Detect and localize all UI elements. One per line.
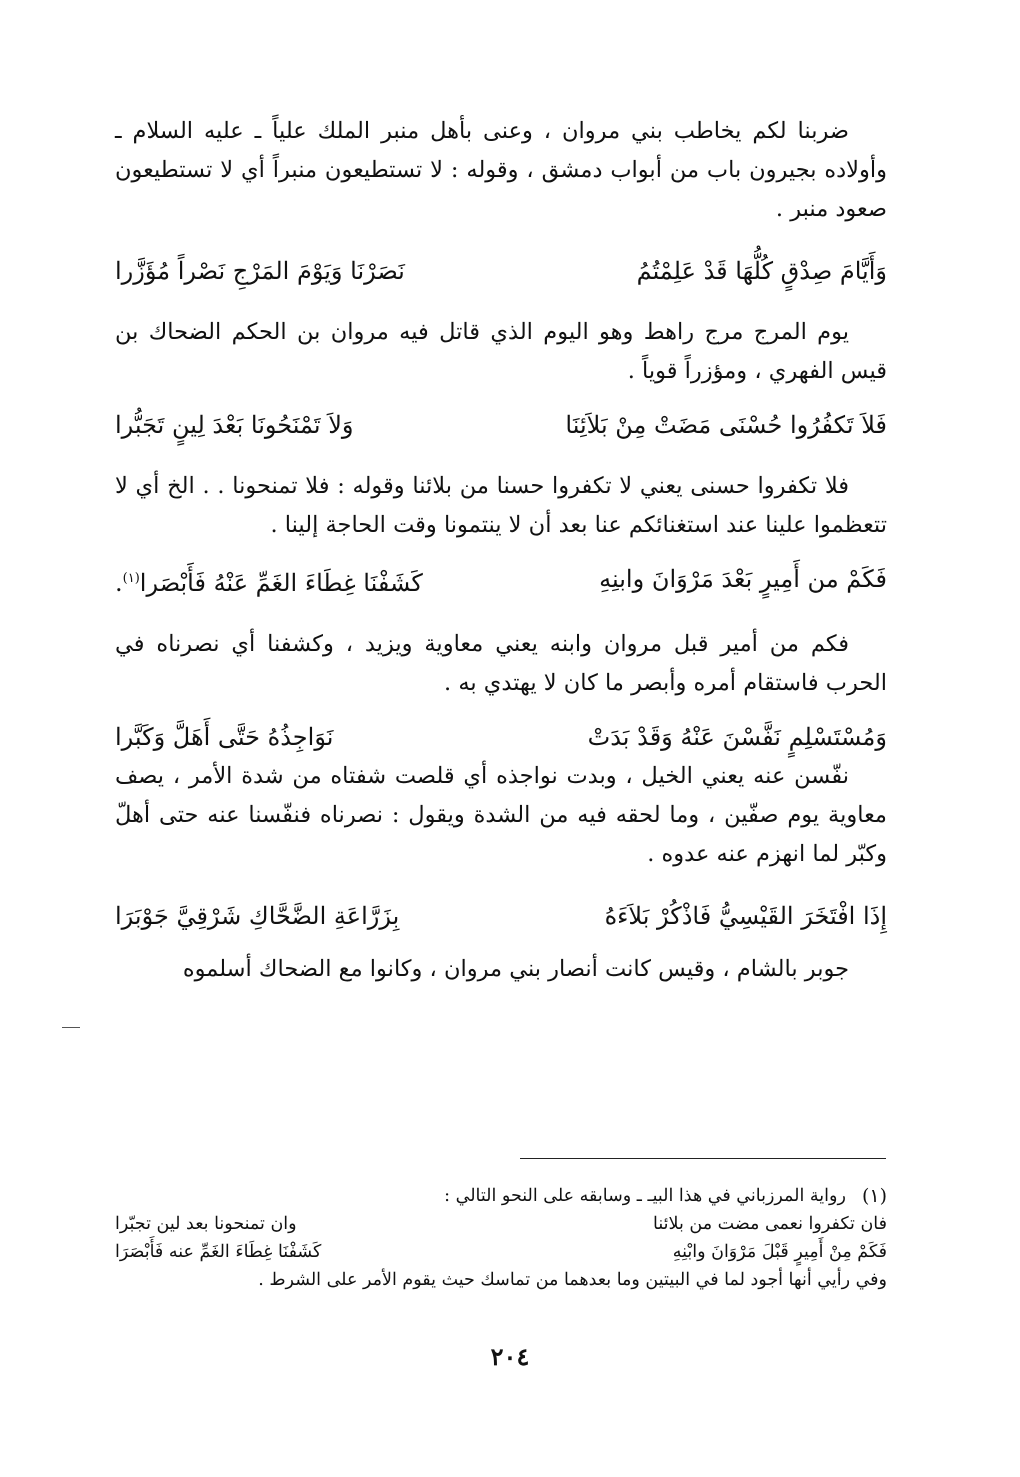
verse-1-second-hemistich: نَصَرْنَا وَيَوْمَ المَرْجِ نَصْراً مُؤَزَّرا: [115, 257, 405, 285]
commentary-paragraph-4: فكم من أمير قبل مروان وابنه يعني معاوية ويزيد ، وكشفنا أي نصرناه في الحرب فاستقام أمره وأبصر ما كان لا يهتدي به .: [115, 631, 887, 696]
footnote-intro: رواية المرزباني في هذا البيـ ـ وسابقه على النحو التالي :: [444, 1186, 846, 1206]
verse-3-end-mark: .: [115, 569, 123, 597]
verse-3-second-hemistich: [115, 559, 423, 603]
commentary-paragraph-5: نفّسن عنه يعني الخيل ، وبدت نواجذه أي قلصت شفتاه من شدة الأمر ، يصف معاوية يوم صفّين ، وما لحقه فيه من الشدة ويقول : نصرناه فنفّسنا عنه حتى أهلّ وكبّر لما انهزم عنه عدوه .: [115, 763, 887, 867]
verse-1: [115, 251, 887, 291]
verse-5-first-hemistich: إِذَا افْتَخَرَ القَيْسِيُّ فَاذْكُرْ بَلاَءَهُ: [604, 902, 887, 930]
verse-5: [115, 896, 887, 936]
footnote-intro-line: [115, 1182, 887, 1210]
margin-mark: [62, 1027, 80, 1028]
commentary-paragraph-6: جوبر بالشام ، وقيس كانت أنصار بني مروان ، وكانوا مع الضحاك أسلموه: [182, 956, 849, 982]
footnote-closing-line: [115, 1266, 887, 1294]
page-number: ٢٠٤: [490, 1342, 530, 1371]
verse-3: [115, 559, 887, 603]
verse-3-first-hemistich: فَكَمْ من أَمِيرٍ بَعْدَ مَرْوَانَ وابنِهِ: [599, 565, 887, 593]
verse-2-second-hemistich: وَلاَ تَمْنَحُونَا بَعْدَ لِينٍ تَجَبُّرا: [115, 411, 354, 439]
footnote-verse-a-second: وان تمنحونا بعد لين تجبّرا: [115, 1214, 297, 1234]
page-body: [115, 112, 887, 989]
verse-4-second-hemistich: نَوَاجِذُهُ حَتَّى أَهَلَّ وَكَبَّرا: [115, 723, 334, 751]
footnote-verse-b-first: فَكَمْ مِنْ أَمِيرٍ قَبْلَ مَرْوَانَ وابْنِهِ: [672, 1242, 887, 1262]
verse-4: [115, 717, 887, 757]
commentary-paragraph-1: ضربنا لكم يخاطب بني مروان ، وعنى بأهل منبر الملك علياً ـ عليه السلام ـ وأولاده بجيرون باب من أبواب دمشق ، وقوله : لا تستطيعون منبراً أي لا تستطيعون صعود منبر .: [115, 118, 887, 222]
footnote-verse-a-first: فان تكفروا نعمى مضت من بلائنا: [653, 1214, 887, 1234]
footnote-verse-b: [115, 1238, 887, 1266]
verse-5-second-hemistich: بِزَرَّاعَةِ الضَّحَّاكِ شَرْقِيَّ جَوْبَرَا: [115, 902, 400, 930]
commentary-paragraph-3: فلا تكفروا حسنى يعني لا تكفروا حسنا من بلائنا وقوله : فلا تمنحونا . . الخ أي لا تتعظموا علينا عند استغنائكم عنا بعد أن لا ينتمونا وقت الحاجة إلينا .: [115, 473, 887, 538]
footnote-verse-a: [115, 1210, 887, 1238]
footnote-number: (١): [861, 1185, 887, 1207]
footnote-block: [115, 1182, 887, 1294]
commentary-paragraph-2: يوم المرج مرج راهط وهو اليوم الذي قاتل فيه مروان بن الحكم الضحاك بن قيس الفهري ، ومؤزراً قوياً .: [115, 319, 887, 384]
footnote-closing: وفي رأيي أنها أجود لما في البيتين وما بعدهما من تماسك حيث يقوم الأمر على الشرط .: [258, 1270, 887, 1290]
footnote-separator: [520, 1158, 886, 1159]
footnote-verse-b-second: كَشَفْنَا غِطَاءَ الغَمِّ عنه فَأَبْصَرَا: [115, 1242, 322, 1262]
verse-4-first-hemistich: وَمُسْتَسْلِمٍ نَفَّسْنَ عَنْهُ وَقَدْ بَدَتْ: [587, 723, 887, 751]
verse-1-first-hemistich: وَأَيَّامَ صِدْقٍ كُلُّهَا قَدْ عَلِمْتُمُ: [636, 257, 887, 285]
verse-3-second-text: كَشَفْنَا غِطَاءَ الغَمِّ عَنْهُ فَأَبْصَرا: [139, 569, 423, 597]
footnote-marker: (١): [122, 571, 140, 586]
verse-2-first-hemistich: فَلاَ تَكفُرُوا حُسْنَى مَضَتْ مِنْ بَلاَئِنَا: [565, 411, 887, 439]
verse-2: [115, 405, 887, 445]
